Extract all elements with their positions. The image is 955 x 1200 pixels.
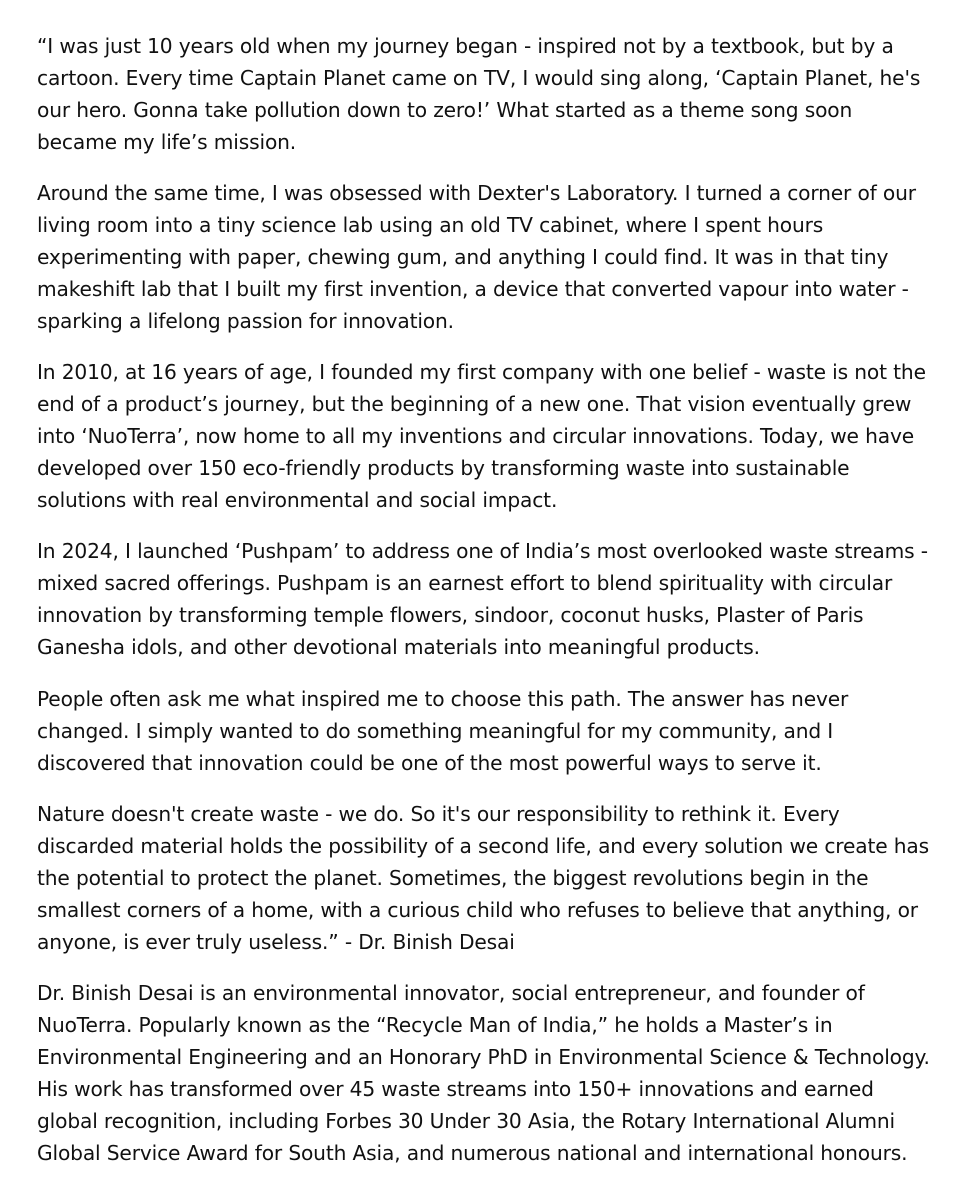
paragraph-closing-quote: Nature doesn't create waste - we do. So it's our responsibility to rethink it. Every discarded material holds the possibility of a second life, and every solution we create has the potential to protect the planet. Sometimes, the biggest revolutions begin in the smallest corners of a home, with a curious child who refuses to believe that anything, or anyone, is ever truly useless.” - Dr. Binish Desai [37, 802, 930, 954]
paragraph-nuoterra-founding: In 2010, at 16 years of age, I founded my first company with one belief - waste is not the end of a product’s journey, but the beginning of a new one. That vision eventually grew into ‘NuoTerra’, now home to all my inventions and circular innovations. Today, we have developed over 150 eco-friendly products by transforming waste into sustainable solutions with real environmental and social impact. [37, 360, 926, 512]
paragraph-author-bio: Dr. Binish Desai is an environmental innovator, social entrepreneur, and founder of NuoTerra. Popularly known as the “Recycle Man of India,” he holds a Master’s in Environmental Engineering and an Honorary PhD in Environmental Science & Technology. His work has transformed over 45 waste streams into 150+ innovations and earned global recognition, including Forbes 30 Under 30 Asia, the Rotary International Alumni Global Service Award for South Asia, and numerous national and international honours. [37, 981, 930, 1165]
paragraph-first-lab: Around the same time, I was obsessed with Dexter's Laboratory. I turned a corner of our living room into a tiny science lab using an old TV cabinet, where I spent hours experimenting with paper, chewing gum, and anything I could find. It was in that tiny makeshift lab that I built my first invention, a device that converted vapour into water - sparking a lifelong passion for innovation. [37, 181, 916, 333]
paragraph-motivation: People often ask me what inspired me to choose this path. The answer has never changed. I simply wanted to do something meaningful for my community, and I discovered that innovation could be one of the most powerful ways to serve it. [37, 686, 849, 775]
paragraph-pushpam-launch: In 2024, I launched ‘Pushpam’ to address one of India’s most overlooked waste streams - mixed sacred offerings. Pushpam is an earnest effort to blend spirituality with circular innovation by transforming temple flowers, sindoor, coconut husks, Plaster of Paris Ganesha idols, and other devotional materials into meaningful products. [37, 539, 928, 660]
document-body [37, 31, 932, 1170]
paragraph-childhood-inspiration: “I was just 10 years old when my journey began - inspired not by a textbook, but by a cartoon. Every time Captain Planet came on TV, I would sing along, ‘Captain Planet, he's our hero. Gonna take pollution down to zero!’ What started as a theme song soon became my life’s mission. [37, 34, 921, 154]
